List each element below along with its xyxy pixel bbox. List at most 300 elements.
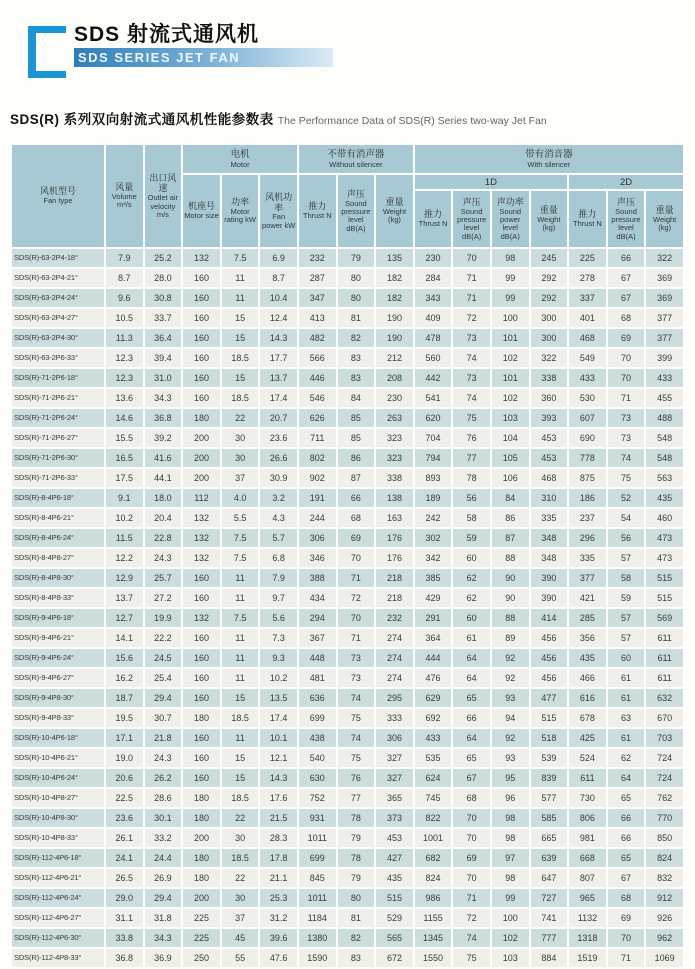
value-cell: 73 [607, 428, 646, 448]
value-cell: 30.1 [144, 808, 183, 828]
value-cell: 23.6 [259, 428, 298, 448]
table-body [11, 248, 684, 968]
value-cell: 624 [414, 768, 453, 788]
page-header [0, 0, 695, 78]
value-cell: 965 [568, 888, 607, 908]
value-cell: 74 [337, 688, 376, 708]
value-cell: 390 [530, 568, 569, 588]
value-cell: 160 [182, 328, 221, 348]
value-cell: 327 [375, 748, 414, 768]
value-cell: 548 [645, 448, 684, 468]
value-cell: 367 [298, 628, 337, 648]
value-cell: 515 [645, 568, 684, 588]
value-cell: 70 [452, 868, 491, 888]
value-cell: 335 [568, 548, 607, 568]
value-cell: 64 [452, 728, 491, 748]
value-cell: 33.8 [105, 928, 144, 948]
value-cell: 477 [530, 688, 569, 708]
value-cell: 82 [337, 928, 376, 948]
value-cell: 180 [182, 808, 221, 828]
value-cell: 770 [645, 808, 684, 828]
value-cell: 77 [337, 788, 376, 808]
value-cell: 83 [337, 368, 376, 388]
value-cell: 24.3 [144, 548, 183, 568]
col-header-motor-size: 机座号 Motor size [182, 174, 221, 248]
value-cell: 647 [530, 868, 569, 888]
value-cell: 189 [414, 488, 453, 508]
value-cell: 71 [452, 288, 491, 308]
value-cell: 200 [182, 468, 221, 488]
value-cell: 453 [375, 828, 414, 848]
value-cell: 64 [452, 648, 491, 668]
value-cell: 74 [452, 388, 491, 408]
value-cell: 100 [491, 308, 530, 328]
value-cell: 365 [375, 788, 414, 808]
value-cell: 611 [645, 628, 684, 648]
value-cell: 160 [182, 308, 221, 328]
value-cell: 15.6 [105, 648, 144, 668]
group-header-without-silencer: 不带有消声器 Without silencer [298, 144, 414, 174]
value-cell: 77 [452, 448, 491, 468]
table-header [11, 144, 684, 248]
value-cell: 17.5 [105, 468, 144, 488]
value-cell: 11 [221, 648, 260, 668]
value-cell: 88 [491, 548, 530, 568]
value-cell: 180 [182, 868, 221, 888]
fan-model-cell: SDS(R)-63-2P6-33° [11, 348, 105, 368]
value-cell: 80 [337, 288, 376, 308]
value-cell: 24.4 [144, 848, 183, 868]
value-cell: 433 [414, 728, 453, 748]
value-cell: 310 [530, 488, 569, 508]
value-cell: 60 [452, 608, 491, 628]
value-cell: 230 [375, 388, 414, 408]
value-cell: 112 [182, 488, 221, 508]
value-cell: 3.2 [259, 488, 298, 508]
value-cell: 15 [221, 328, 260, 348]
value-cell: 296 [568, 528, 607, 548]
value-cell: 18.5 [221, 708, 260, 728]
value-cell: 78 [337, 848, 376, 868]
value-cell: 639 [530, 848, 569, 868]
fan-model-cell: SDS(R)-8-4P6-24° [11, 528, 105, 548]
value-cell: 100 [491, 908, 530, 928]
value-cell: 71 [607, 388, 646, 408]
value-cell: 62 [607, 748, 646, 768]
value-cell: 25.7 [144, 568, 183, 588]
value-cell: 67 [607, 288, 646, 308]
value-cell: 630 [298, 768, 337, 788]
value-cell: 473 [645, 548, 684, 568]
value-cell: 703 [645, 728, 684, 748]
value-cell: 28.3 [259, 828, 298, 848]
value-cell: 79 [337, 248, 376, 268]
value-cell: 10.2 [259, 668, 298, 688]
value-cell: 84 [337, 388, 376, 408]
value-cell: 456 [530, 628, 569, 648]
table-row [11, 408, 684, 428]
value-cell: 191 [298, 488, 337, 508]
value-cell: 61 [452, 628, 491, 648]
table-row [11, 528, 684, 548]
value-cell: 70 [452, 828, 491, 848]
fan-model-cell: SDS(R)-8-4P8-30° [11, 568, 105, 588]
table-row [11, 768, 684, 788]
value-cell: 11 [221, 628, 260, 648]
value-cell: 37 [221, 468, 260, 488]
value-cell: 160 [182, 748, 221, 768]
value-cell: 132 [182, 248, 221, 268]
value-cell: 81 [337, 908, 376, 928]
value-cell: 7.5 [221, 608, 260, 628]
value-cell: 61 [607, 668, 646, 688]
value-cell: 79 [337, 828, 376, 848]
performance-table [10, 143, 685, 969]
value-cell: 101 [491, 328, 530, 348]
value-cell: 22 [221, 868, 260, 888]
value-cell: 9.6 [105, 288, 144, 308]
value-cell: 163 [375, 508, 414, 528]
value-cell: 57 [607, 608, 646, 628]
col-header-weight-1d: 重量 Weight (kg) [530, 190, 569, 248]
value-cell: 39.4 [144, 348, 183, 368]
value-cell: 515 [375, 888, 414, 908]
value-cell: 6.9 [259, 248, 298, 268]
value-cell: 401 [568, 308, 607, 328]
value-cell: 414 [530, 608, 569, 628]
value-cell: 71 [607, 948, 646, 968]
value-cell: 18.5 [221, 348, 260, 368]
value-cell: 668 [568, 848, 607, 868]
value-cell: 377 [645, 308, 684, 328]
value-cell: 75 [337, 708, 376, 728]
value-cell: 473 [645, 528, 684, 548]
value-cell: 31.0 [144, 368, 183, 388]
value-cell: 25.3 [259, 888, 298, 908]
value-cell: 29.4 [144, 888, 183, 908]
value-cell: 65 [607, 788, 646, 808]
value-cell: 67 [452, 768, 491, 788]
value-cell: 135 [375, 248, 414, 268]
value-cell: 563 [645, 468, 684, 488]
value-cell: 30.8 [144, 288, 183, 308]
value-cell: 62 [452, 568, 491, 588]
value-cell: 71 [337, 628, 376, 648]
col-header-spl-1d: 声压 Sound pressure level dB(A) [452, 190, 491, 248]
value-cell: 244 [298, 508, 337, 528]
value-cell: 70 [337, 608, 376, 628]
title-banner [74, 48, 333, 67]
table-caption [10, 108, 695, 129]
value-cell: 540 [298, 748, 337, 768]
value-cell: 176 [375, 548, 414, 568]
value-cell: 515 [645, 588, 684, 608]
value-cell: 7.5 [221, 248, 260, 268]
value-cell: 442 [414, 368, 453, 388]
value-cell: 59 [607, 588, 646, 608]
value-cell: 12.2 [105, 548, 144, 568]
value-cell: 92 [491, 648, 530, 668]
value-cell: 390 [530, 588, 569, 608]
value-cell: 64 [607, 768, 646, 788]
value-cell: 453 [530, 448, 569, 468]
value-cell: 75 [452, 948, 491, 968]
value-cell: 1345 [414, 928, 453, 948]
value-cell: 369 [645, 288, 684, 308]
value-cell: 16.2 [105, 668, 144, 688]
value-cell: 704 [414, 428, 453, 448]
table-row [11, 928, 684, 948]
value-cell: 752 [298, 788, 337, 808]
value-cell: 724 [645, 748, 684, 768]
value-cell: 434 [298, 588, 337, 608]
value-cell: 242 [414, 508, 453, 528]
col-header-swl-1d: 声功率 Sound power level dB(A) [491, 190, 530, 248]
value-cell: 778 [568, 448, 607, 468]
value-cell: 180 [182, 788, 221, 808]
value-cell: 263 [375, 408, 414, 428]
value-cell: 17.8 [259, 848, 298, 868]
value-cell: 711 [298, 428, 337, 448]
value-cell: 87 [491, 528, 530, 548]
value-cell: 433 [568, 368, 607, 388]
value-cell: 31.8 [144, 908, 183, 928]
value-cell: 15 [221, 688, 260, 708]
value-cell: 200 [182, 828, 221, 848]
value-cell: 92 [491, 728, 530, 748]
fan-model-cell: SDS(R)-10-4P6-24° [11, 768, 105, 788]
value-cell: 845 [298, 868, 337, 888]
value-cell: 333 [375, 708, 414, 728]
value-cell: 1550 [414, 948, 453, 968]
value-cell: 66 [607, 248, 646, 268]
value-cell: 524 [568, 748, 607, 768]
value-cell: 225 [182, 908, 221, 928]
value-cell: 1069 [645, 948, 684, 968]
value-cell: 72 [337, 588, 376, 608]
fan-model-cell: SDS(R)-112-4P6-18° [11, 848, 105, 868]
col-header-thrust-ws: 推力 Thrust N [298, 174, 337, 248]
value-cell: 456 [530, 648, 569, 668]
value-cell: 200 [182, 888, 221, 908]
value-cell: 530 [568, 388, 607, 408]
fan-model-cell: SDS(R)-8-4P8-27° [11, 548, 105, 568]
value-cell: 69 [607, 328, 646, 348]
value-cell: 22 [221, 408, 260, 428]
fan-model-cell: SDS(R)-10-4P8-27° [11, 788, 105, 808]
value-cell: 132 [182, 528, 221, 548]
value-cell: 611 [645, 668, 684, 688]
value-cell: 218 [375, 588, 414, 608]
value-cell: 7.5 [221, 528, 260, 548]
value-cell: 71 [452, 268, 491, 288]
value-cell: 33.7 [144, 308, 183, 328]
value-cell: 55 [221, 948, 260, 968]
value-cell: 12.3 [105, 368, 144, 388]
col-header-volume: 风量 Volume m³/s [105, 144, 144, 248]
col-header-thrust-2d: 推力 Thrust N [568, 190, 607, 248]
value-cell: 9.3 [259, 648, 298, 668]
value-cell: 26.2 [144, 768, 183, 788]
value-cell: 6.8 [259, 548, 298, 568]
value-cell: 63 [607, 708, 646, 728]
value-cell: 10.2 [105, 508, 144, 528]
value-cell: 456 [530, 668, 569, 688]
value-cell: 25.2 [144, 248, 183, 268]
value-cell: 478 [414, 328, 453, 348]
value-cell: 80 [337, 268, 376, 288]
value-cell: 18.0 [144, 488, 183, 508]
value-cell: 69 [337, 528, 376, 548]
value-cell: 83 [337, 348, 376, 368]
value-cell: 794 [414, 448, 453, 468]
value-cell: 468 [568, 328, 607, 348]
value-cell: 566 [298, 348, 337, 368]
value-cell: 585 [530, 808, 569, 828]
table-row [11, 588, 684, 608]
value-cell: 160 [182, 648, 221, 668]
table-row [11, 428, 684, 448]
value-cell: 369 [645, 268, 684, 288]
value-cell: 64 [452, 668, 491, 688]
value-cell: 190 [375, 308, 414, 328]
value-cell: 327 [375, 768, 414, 788]
value-cell: 10.5 [105, 308, 144, 328]
value-cell: 699 [298, 708, 337, 728]
value-cell: 1184 [298, 908, 337, 928]
value-cell: 611 [568, 768, 607, 788]
fan-model-cell: SDS(R)-10-4P6-18° [11, 728, 105, 748]
value-cell: 15.5 [105, 428, 144, 448]
value-cell: 393 [530, 408, 569, 428]
table-row [11, 728, 684, 748]
value-cell: 160 [182, 768, 221, 788]
value-cell: 529 [375, 908, 414, 928]
fan-model-cell: SDS(R)-10-4P6-21° [11, 748, 105, 768]
value-cell: 54 [607, 508, 646, 528]
value-cell: 70 [452, 808, 491, 828]
value-cell: 70 [337, 548, 376, 568]
value-cell: 347 [298, 288, 337, 308]
value-cell: 323 [375, 448, 414, 468]
value-cell: 541 [414, 388, 453, 408]
value-cell: 460 [645, 508, 684, 528]
value-cell: 399 [645, 348, 684, 368]
value-cell: 10.4 [259, 288, 298, 308]
value-cell: 724 [645, 768, 684, 788]
value-cell: 76 [452, 428, 491, 448]
fan-model-cell: SDS(R)-9-4P6-18° [11, 608, 105, 628]
value-cell: 9.1 [105, 488, 144, 508]
value-cell: 95 [491, 768, 530, 788]
value-cell: 132 [182, 548, 221, 568]
value-cell: 99 [491, 268, 530, 288]
value-cell: 926 [645, 908, 684, 928]
value-cell: 70 [607, 368, 646, 388]
value-cell: 539 [530, 748, 569, 768]
value-cell: 11 [221, 568, 260, 588]
value-cell: 515 [530, 708, 569, 728]
table-row [11, 308, 684, 328]
table-row [11, 348, 684, 368]
value-cell: 36.8 [144, 408, 183, 428]
value-cell: 18.5 [221, 788, 260, 808]
value-cell: 8.7 [259, 268, 298, 288]
table-row [11, 468, 684, 488]
value-cell: 101 [491, 368, 530, 388]
value-cell: 632 [645, 688, 684, 708]
value-cell: 20.7 [259, 408, 298, 428]
value-cell: 65 [452, 748, 491, 768]
value-cell: 548 [645, 428, 684, 448]
value-cell: 36.9 [144, 948, 183, 968]
bracket-icon [28, 26, 66, 78]
value-cell: 12.7 [105, 608, 144, 628]
value-cell: 1380 [298, 928, 337, 948]
table-row [11, 888, 684, 908]
group-header-motor: 电机 Motor [182, 144, 298, 174]
table-row [11, 328, 684, 348]
col-header-fan-type: 风机型号 Fan type [11, 144, 105, 248]
value-cell: 18.5 [221, 388, 260, 408]
value-cell: 569 [645, 608, 684, 628]
value-cell: 85 [337, 428, 376, 448]
value-cell: 850 [645, 828, 684, 848]
value-cell: 94 [491, 708, 530, 728]
value-cell: 455 [645, 388, 684, 408]
value-cell: 70 [607, 348, 646, 368]
value-cell: 21.8 [144, 728, 183, 748]
value-cell: 237 [568, 508, 607, 528]
value-cell: 24.3 [144, 748, 183, 768]
value-cell: 448 [298, 648, 337, 668]
value-cell: 96 [491, 788, 530, 808]
value-cell: 670 [645, 708, 684, 728]
value-cell: 348 [530, 528, 569, 548]
fan-model-cell: SDS(R)-9-4P6-24° [11, 648, 105, 668]
value-cell: 274 [375, 628, 414, 648]
value-cell: 421 [568, 588, 607, 608]
value-cell: 360 [530, 388, 569, 408]
fan-model-cell: SDS(R)-9-4P6-21° [11, 628, 105, 648]
value-cell: 225 [568, 248, 607, 268]
table-row [11, 568, 684, 588]
value-cell: 429 [414, 588, 453, 608]
value-cell: 103 [491, 948, 530, 968]
value-cell: 616 [568, 688, 607, 708]
value-cell: 518 [530, 728, 569, 748]
value-cell: 433 [645, 368, 684, 388]
value-cell: 7.5 [221, 548, 260, 568]
col-header-weight-2d: 重量 Weight (kg) [645, 190, 684, 248]
fan-model-cell: SDS(R)-71-2P6-33° [11, 468, 105, 488]
value-cell: 208 [375, 368, 414, 388]
table-row [11, 948, 684, 968]
value-cell: 102 [491, 388, 530, 408]
value-cell: 98 [491, 828, 530, 848]
value-cell: 4.3 [259, 508, 298, 528]
value-cell: 488 [645, 408, 684, 428]
value-cell: 66 [452, 708, 491, 728]
value-cell: 427 [375, 848, 414, 868]
value-cell: 73 [607, 408, 646, 428]
value-cell: 893 [414, 468, 453, 488]
value-cell: 160 [182, 348, 221, 368]
value-cell: 468 [530, 468, 569, 488]
value-cell: 90 [491, 588, 530, 608]
value-cell: 962 [645, 928, 684, 948]
value-cell: 59 [452, 528, 491, 548]
